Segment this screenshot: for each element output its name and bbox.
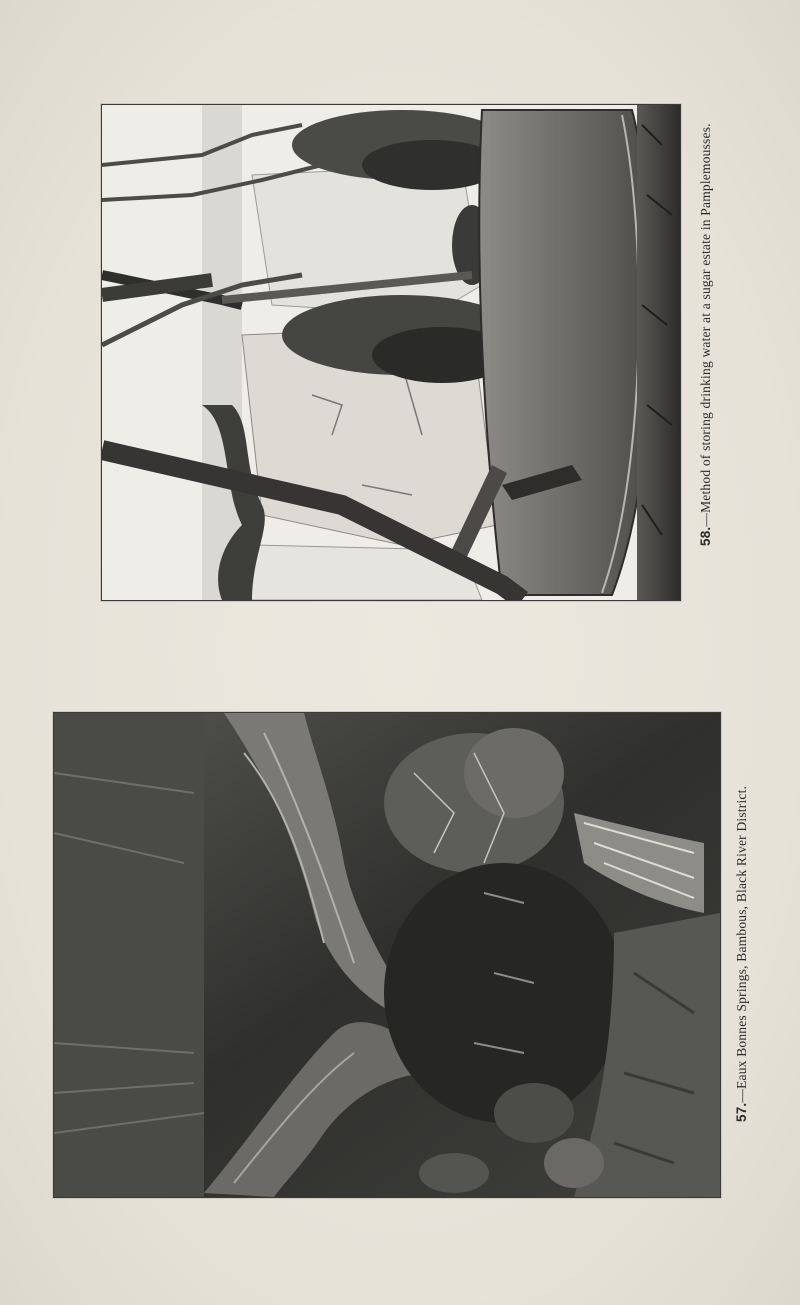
caption-58 (698, 123, 714, 546)
plate-number-57: 57. (734, 1102, 749, 1122)
springs-photo (54, 713, 720, 1197)
photo-plate-57 (53, 712, 721, 1198)
caption-57 (734, 786, 750, 1122)
caption-text-58: —Method of storing drinking water at a sugar estate in Pamplemousses. (698, 123, 713, 527)
photo-plate-58 (101, 104, 681, 601)
caption-text-57: —Eaux Bonnes Springs, Bambous, Black River District. (734, 785, 749, 1103)
plate-number-58: 58. (698, 526, 713, 546)
water-storage-photo (102, 105, 680, 600)
